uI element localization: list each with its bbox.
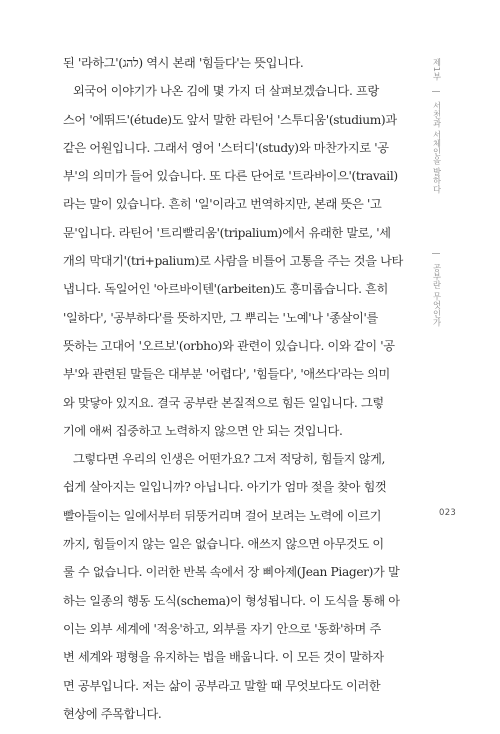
text-line: 부'와 관련된 말들은 대부분 '어렵다', '힘들다', '애쓰다'라는 의미 <box>63 367 390 382</box>
text-line: 하는 일종의 행동 도식(schema)이 형성됩니다. 이 도식을 통해 아 <box>63 593 400 608</box>
text-line: 기에 애써 집중하고 노력하지 않으면 안 되는 것입니다. <box>63 423 343 438</box>
running-head-part: 제1부 <box>432 58 442 81</box>
page-number: 023 <box>439 508 457 518</box>
text-line: 문'입니다. 라틴어 '트리빨리움'(tripalium)에서 유래한 말로, '세 <box>63 225 391 240</box>
text-line: 그렇다면 우리의 인생은 어떤가요? 그저 적당히, 힘들지 않게, <box>73 452 386 467</box>
running-head-chapter-title: 공부란 무엇인가 <box>432 263 442 327</box>
text-line: 같은 어원입니다. 그래서 영어 '스터디'(study)와 마찬가지로 '공 <box>63 140 389 155</box>
text-line: 현상에 주목합니다. <box>63 706 162 721</box>
text-line: 라는 말이 있습니다. 흔히 '일'이라고 번역하지만, 본래 뜻은 '고 <box>63 197 382 212</box>
text-line: 개의 막대기'(tri+palium)로 사람을 비틀어 고통을 주는 것을 나타 <box>63 254 403 269</box>
text-line: 까지, 힘들이지 않는 일은 없습니다. 애쓰지 않으면 아무것도 이 <box>63 537 384 552</box>
text-line: 된 '라하그'(להג) 역시 본래 '힘들다'는 뜻입니다. <box>63 56 304 70</box>
text-line: 부'의 의미가 들어 있습니다. 또 다른 단어로 '트라바이으'(travail) <box>63 169 398 184</box>
running-head-part-title: 서천과 서체인을 발하다 <box>432 101 442 194</box>
running-head-separator: | <box>432 251 442 255</box>
text-line: 스어 '에뛰드'(étude)도 앞서 말한 라틴어 '스투디움'(studium)과 <box>63 112 397 127</box>
text-line: 빨아들이는 일에서부터 뒤뚱거리며 걸어 보려는 노력에 이르기 <box>63 508 382 523</box>
text-line: 면 공부입니다. 저는 삶이 공부라고 말할 때 무엇보다도 이러한 <box>63 678 381 693</box>
text-line: '일하다', '공부하다'를 뜻하지만, 그 뿌리는 '노예'나 '종살이'를 <box>63 310 378 325</box>
running-head-separator: | <box>432 89 442 93</box>
text-line: 냅니다. 독일어인 '아르바이텐'(arbeiten)도 흥미롭습니다. 흔히 <box>63 282 389 297</box>
text-line: 변 세계와 평형을 유지하는 법을 배웁니다. 이 모든 것이 말하자 <box>63 650 384 665</box>
running-head <box>431 58 443 327</box>
text-line: 와 맞닿아 있지요. 결국 공부란 본질적으로 힘든 일입니다. 그렇 <box>63 395 384 410</box>
text-line: 룰 수 없습니다. 이러한 반복 속에서 장 삐아제(Jean Piager)가 말 <box>63 565 400 580</box>
text-line: 뜻하는 고대어 '오르보'(orbho)와 관련이 있습니다. 이와 같이 '공 <box>63 338 395 353</box>
text-line: 쉽게 살아지는 일입니까? 아닙니다. 아기가 엄마 젖을 찾아 힘껏 <box>63 480 387 495</box>
body-text <box>63 49 411 728</box>
text-line: 이는 외부 세계에 '적응'하고, 외부를 자기 안으로 '동화'하며 주 <box>63 621 381 636</box>
text-line: 외국어 이야기가 나온 김에 몇 가지 더 살펴보겠습니다. 프랑 <box>73 84 379 99</box>
